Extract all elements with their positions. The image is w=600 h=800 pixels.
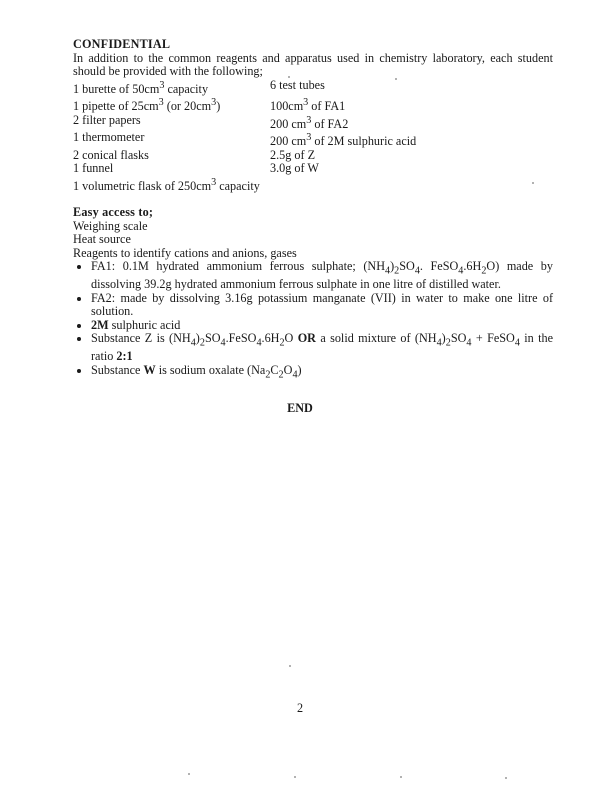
page-number: 2	[296, 701, 304, 715]
left-item: 1 pipette of $25cm^3$ (or $20cm^3$)	[73, 97, 221, 114]
easy-access-item: Heat source	[73, 232, 131, 247]
reagent-bullet-list	[73, 260, 553, 381]
apparatus-list	[73, 79, 553, 194]
bullet-sulphuric-acid: 2M sulphuric acid	[91, 319, 553, 333]
bullet-substance-z: Substance Z is $(NH_4)_2SO_4.FeSO_4.6H_2O$ OR a solid mixture of $(NH_4)_2SO_4$ + FeSO$_4$ in the ratio 2:1	[91, 331, 553, 364]
easy-access-heading: Easy access to;	[73, 205, 154, 220]
scan-speck	[289, 665, 291, 667]
scan-speck	[294, 776, 296, 778]
right-item: $100cm^3$ of FA1	[270, 97, 346, 114]
scan-speck	[532, 182, 534, 184]
bullet-fa1: FA1: 0.1M hydrated ammonium ferrous sulphate; $(NH_4)_2SO_4$. $FeSO_4.6H_2O$) made by dissolving 39.2g hydrated ammonium ferrous sulphate in one litre of distilled water.	[91, 259, 553, 292]
right-item: 200 $cm^3$ of FA2	[270, 114, 349, 131]
bullet-substance-w: Substance W is sodium oxalate $(Na_2C_2O_4)$	[91, 364, 553, 382]
scan-speck	[395, 78, 397, 80]
scan-speck	[288, 76, 290, 78]
scan-speck	[400, 776, 402, 778]
intro-paragraph: In addition to the common reagents and apparatus used in chemistry laboratory, each student should be provided with the following;	[73, 50, 553, 78]
scan-speck	[188, 773, 190, 775]
left-item: 1 thermometer	[73, 130, 145, 145]
confidential-heading: CONFIDENTIAL	[73, 37, 171, 51]
left-item: 1 burette of $50cm^3$ capacity	[73, 79, 209, 96]
bullet-fa2: FA2: made by dissolving 3.16g potassium manganate (VII) in water to make one litre of solution.	[91, 290, 553, 319]
left-item: 2 filter papers	[73, 112, 141, 127]
right-item: 6 test tubes	[270, 77, 325, 92]
left-item: 1 volumetric flask of $250cm^3$ capacity	[73, 176, 260, 193]
content-area	[73, 38, 553, 382]
right-item: 2.5g of Z	[270, 147, 316, 162]
right-item: 200 $cm^3$ of 2M sulphuric acid	[270, 132, 417, 149]
easy-access-item: Reagents to identify cations and anions, gases	[73, 245, 297, 260]
left-item: 1 funnel	[73, 161, 114, 176]
end-marker: END	[287, 401, 313, 415]
easy-access-item: Weighing scale	[73, 218, 148, 233]
scan-speck	[505, 777, 507, 779]
left-item: 2 conical flasks	[73, 147, 149, 162]
right-item: 3.0g of W	[270, 161, 319, 176]
